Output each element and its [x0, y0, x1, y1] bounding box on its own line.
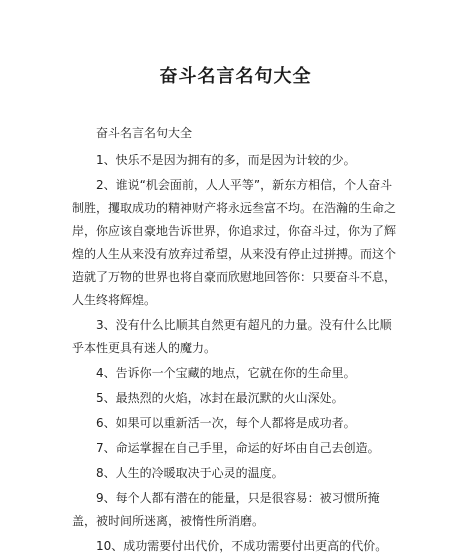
quote-paragraph: 4、告诉你一个宝藏的地点，它就在你的生命里。 [96, 366, 356, 380]
document-title: 奋斗名言名句大全 [159, 66, 312, 87]
quote-paragraph: 7、命运掌握在自己手里，命运的好坏由自己去创造。 [96, 441, 380, 455]
document-body [72, 122, 402, 558]
quote-paragraph: 2、谁说“机会面前，人人平等”，新东方相信，个人奋斗制胜，攫取成功的精神财产将永远叁富不均。在浩瀚的生命之岸，你应该自豪地告诉世界，你追求过，你奋斗过，你为了辉煌的人生从来没有放弃过希望，从来没有停止过拼搏。而这个造就了万物的世界也将自豪而欣慰地回答你：只要奋斗不息，人生终将辉煌。 [72, 178, 397, 307]
quote-paragraph: 1、快乐不是因为拥有的多，而是因为计较的少。 [96, 153, 356, 167]
quote-paragraph: 9、每个人都有潜在的能量，只是很容易：被习惯所掩盖，被时间所迷离，被惰性所消磨。 [72, 491, 380, 528]
quote-paragraph: 6、如果可以重新活一次，每个人都将是成功者。 [96, 416, 356, 430]
section-heading: 奋斗名言名句大全 [96, 126, 193, 140]
quote-paragraph: 8、人生的冷暖取决于心灵的温度。 [96, 466, 284, 480]
quote-paragraph: 5、最热烈的火焰，冰封在最沉默的火山深处。 [96, 391, 344, 405]
quote-paragraph: 10、成功需要付出代价，不成功需要付出更高的代价。 [96, 539, 388, 553]
quote-paragraph: 3、没有什么比顺其自然更有超凡的力量。没有什么比顺乎本性更具有迷人的魔力。 [72, 318, 392, 355]
